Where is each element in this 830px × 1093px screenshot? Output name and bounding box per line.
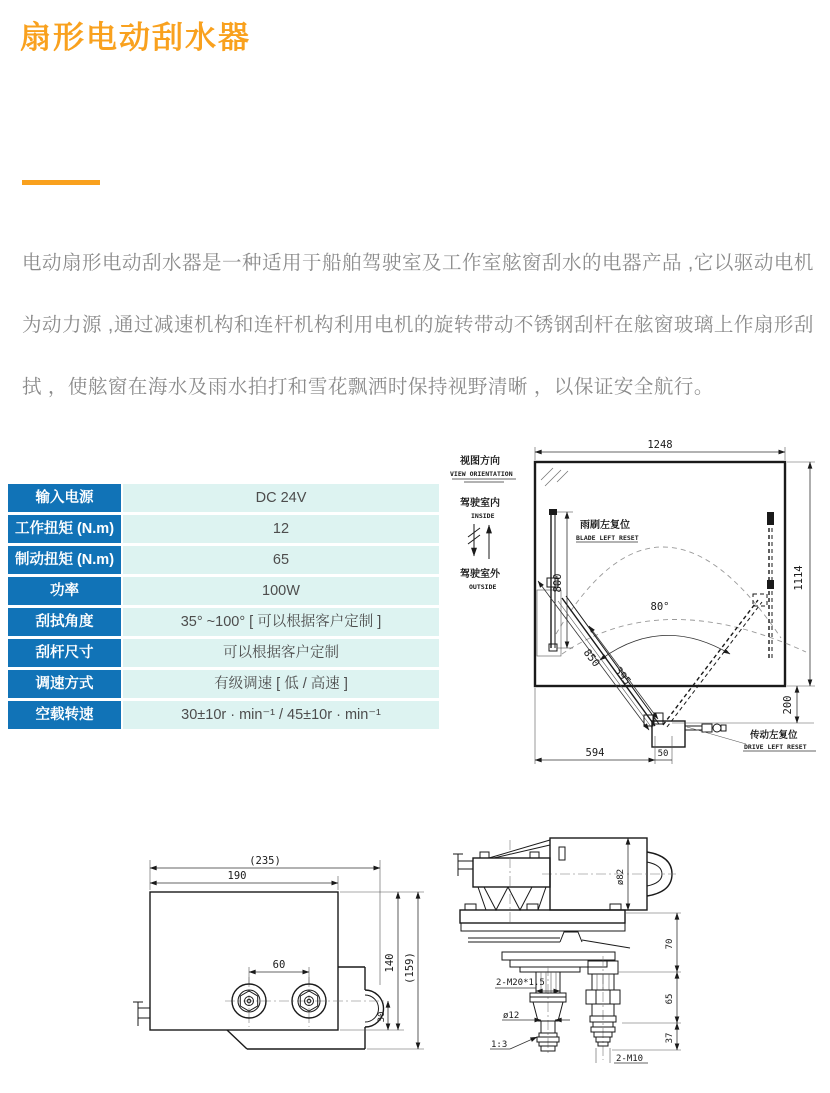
- dimension-395: [589, 626, 658, 719]
- spec-value: DC 24V: [123, 484, 439, 512]
- intro-line-3: 拭 ，使舷窗在海水及雨水拍打和雪花飘洒时保持视野清晰 ，以保证安全航行。: [22, 376, 714, 398]
- base-plates: [460, 904, 630, 972]
- spec-value: 35° ~100° [ 可以根据客户定制 ]: [123, 608, 439, 636]
- svg-text:ø12: ø12: [503, 1011, 520, 1021]
- right-wiper-ghost: [663, 512, 774, 727]
- spec-label: 刮杆尺寸: [8, 639, 121, 667]
- intro-line-1: 电动扇形电动刮水器是一种适用于船舶驾驶室及工作室舷窗刮水的电器产品 ,它以驱动电机: [22, 252, 814, 274]
- blade-reset-cn: 雨刷左复位: [580, 520, 630, 531]
- title-divider: [22, 180, 100, 185]
- spec-label: 制动扭矩 (N.m): [8, 546, 121, 574]
- intro-line-2: 为动力源 ,通过减速机构和连杆机构利用电机的旋转带动不锈钢刮杆在舷窗玻璃上作扇形刮: [22, 314, 814, 336]
- left-terminal-stub: [133, 1002, 150, 1026]
- svg-text:2-M20*1.5: 2-M20*1.5: [496, 978, 545, 988]
- drive-reset-cn: 传动左复位: [750, 730, 798, 741]
- angle-arc: [600, 635, 730, 660]
- svg-text:65: 65: [665, 993, 675, 1005]
- svg-text:(159): (159): [404, 952, 416, 984]
- motor-body: [542, 838, 676, 910]
- spec-table: [8, 484, 439, 729]
- svg-text:37: 37: [665, 1032, 675, 1044]
- spec-value: 30±10r · min⁻¹ / 45±10r · min⁻¹: [123, 701, 439, 729]
- dimension-motor-dia: [616, 838, 628, 910]
- orient-title-en: VIEW ORIENTATION: [450, 470, 513, 478]
- svg-text:1114: 1114: [793, 565, 805, 591]
- spec-value: 有级调速 [ 低 / 高速 ]: [123, 670, 439, 698]
- intro-paragraph: [22, 232, 818, 418]
- inside-en: INSIDE: [471, 512, 495, 520]
- dimension-200: [672, 686, 814, 723]
- thread-callout: [495, 978, 560, 991]
- spec-label: 空载转速: [8, 701, 121, 729]
- page-title: 扇形电动刮水器: [20, 20, 251, 55]
- svg-text:2-M10: 2-M10: [616, 1054, 644, 1064]
- svg-text:60: 60: [272, 959, 286, 971]
- blade-reset-en: BLADE LEFT RESET: [576, 534, 639, 542]
- dimension-190: [150, 870, 338, 890]
- svg-text:1248: 1248: [647, 439, 673, 451]
- dimension-235: [150, 855, 380, 985]
- spec-label: 刮拭角度: [8, 608, 121, 636]
- spec-value: 12: [123, 515, 439, 543]
- wipe-arc-outer: [556, 547, 781, 638]
- svg-text:190: 190: [227, 870, 247, 882]
- spec-label: 工作扭矩 (N.m): [8, 515, 121, 543]
- svg-text:1:3: 1:3: [491, 1040, 508, 1050]
- dimension-70: [618, 913, 681, 972]
- dimension-37: [612, 1023, 681, 1050]
- window-outline: [535, 462, 785, 686]
- spec-value: 可以根据客户定制: [123, 639, 439, 667]
- spec-value: 100W: [123, 577, 439, 605]
- view-orientation-legend: [450, 454, 516, 591]
- svg-text:200: 200: [782, 695, 794, 715]
- angle-label: 80°: [650, 601, 670, 613]
- bolts-callout: [596, 1048, 648, 1064]
- corner-hatch: [541, 468, 568, 486]
- svg-text:395: 395: [611, 664, 633, 688]
- svg-text:70: 70: [665, 938, 675, 950]
- dimension-65: [622, 972, 681, 1023]
- right-shaft: [586, 956, 620, 1060]
- motor-side-view-drawing: [440, 820, 830, 1093]
- spec-value: 65: [123, 546, 439, 574]
- fan-view-drawing: [450, 428, 830, 793]
- spec-label: 输入电源: [8, 484, 121, 512]
- outside-cn: 驾驶室外: [460, 569, 500, 580]
- svg-text:850: 850: [580, 646, 602, 670]
- housing-outline: [150, 892, 338, 1030]
- dimension-1114: [787, 462, 815, 686]
- svg-text:594: 594: [585, 747, 605, 759]
- spec-label: 调速方式: [8, 670, 121, 698]
- svg-text:ø82: ø82: [616, 868, 626, 886]
- dimension-1248: [535, 439, 785, 460]
- dimension-60: [249, 959, 309, 983]
- outside-en: OUTSIDE: [469, 583, 497, 591]
- svg-text:800: 800: [552, 573, 564, 593]
- drive-reset-en: DRIVE LEFT RESET: [744, 743, 807, 751]
- inside-cn: 驾驶室内: [460, 498, 500, 509]
- spec-label: 功率: [8, 577, 121, 605]
- right-extension: [338, 967, 384, 1049]
- svg-text:140: 140: [384, 953, 396, 973]
- bottom-plate: [227, 1030, 365, 1049]
- orient-title-cn: 视图方向: [460, 456, 500, 467]
- svg-text:50: 50: [657, 749, 669, 759]
- gear-housing: [453, 840, 550, 925]
- dimension-850: [538, 581, 649, 730]
- drive-unit: [644, 713, 726, 747]
- svg-text:(235): (235): [249, 855, 281, 867]
- motor-top-view-drawing: [130, 835, 445, 1093]
- svg-text:30: 30: [377, 1011, 387, 1023]
- taper-callout: [490, 1037, 537, 1050]
